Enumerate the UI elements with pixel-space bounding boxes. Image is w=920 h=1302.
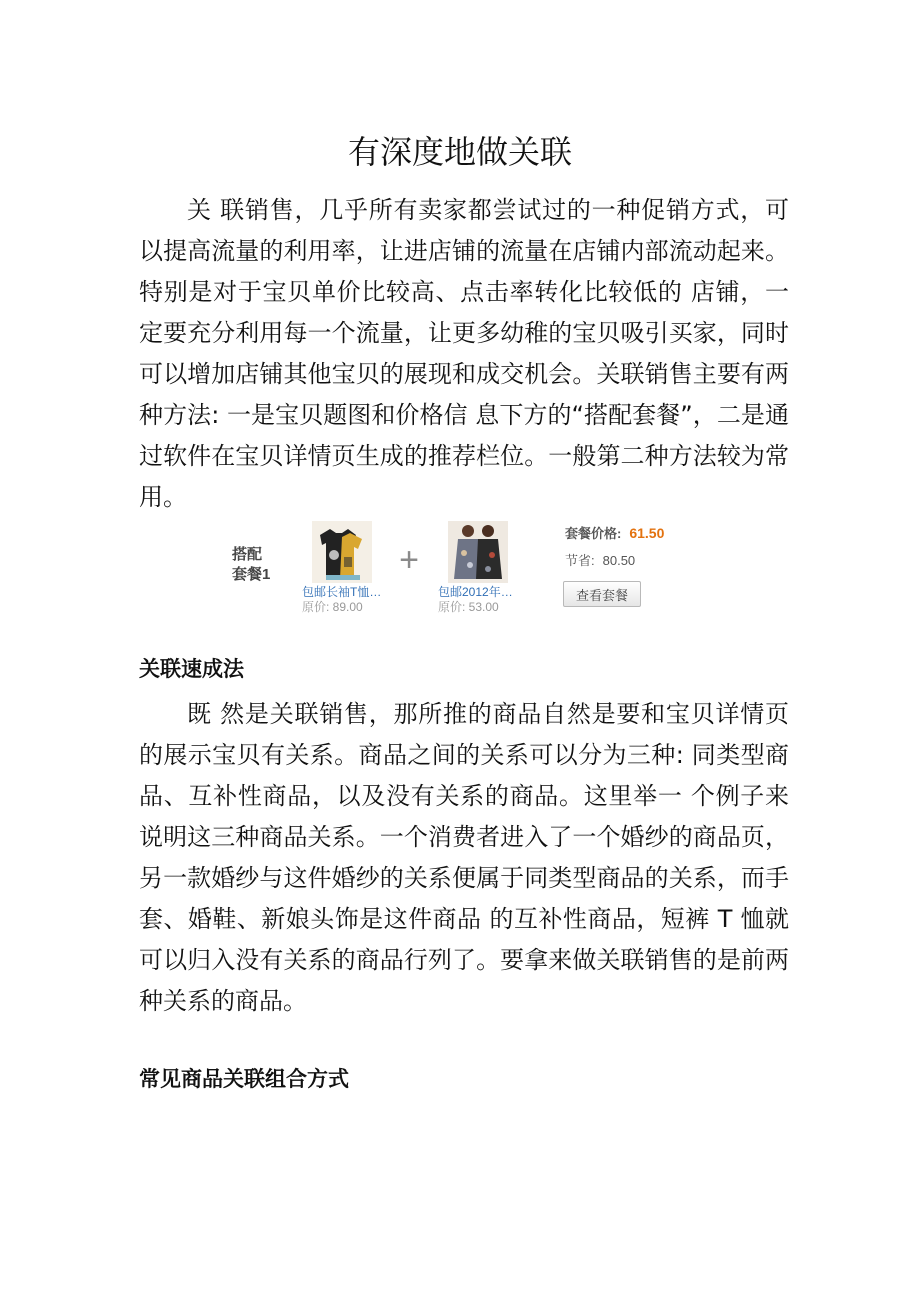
product-1-name-link[interactable]: 包邮长袖T恤…: [302, 585, 382, 599]
product-2-name-link[interactable]: 包邮2012年…: [438, 585, 513, 599]
section-heading-quick-method: 关联速成法: [139, 657, 244, 681]
combo-package-widget: [218, 515, 700, 619]
combo-tag: [232, 545, 292, 585]
combo-savings-value: 80.50: [602, 553, 636, 568]
combo-price-row: [565, 525, 664, 542]
plus-icon: +: [399, 541, 419, 579]
dress-photo-icon[interactable]: [448, 521, 508, 583]
view-combo-button[interactable]: 查看套餐: [563, 581, 641, 607]
combo-tag-line-1: 搭配: [232, 546, 263, 563]
page-title: 有深度地做关联: [347, 133, 572, 171]
tshirt-photo-icon[interactable]: [312, 521, 372, 583]
combo-savings-row: [565, 553, 635, 569]
combo-price-value: 61.50: [629, 525, 665, 541]
product-2-original-price: 原价: 53.00: [438, 600, 499, 614]
combo-price-label: 套餐价格:: [565, 526, 622, 541]
relation-types-paragraph: 既 然是关联销售，那所推的商品自然是要和宝贝详情页的展示宝贝有关系。商品之间的关系可以分为三种: 同类型商品、互补性商品，以及没有关系的商品。这里举一 个例子来说明这三种商品关系。一个消费者进入了一个婚纱的商品页，另一款婚纱与这件婚纱的关系便属于同类型商品的关系，而手套、婚鞋、新娘头饰是这件商品 的互补性商品，短裤 T 恤就可以归入没有关系的商品行列了。要拿来做关联销售的是前两种关系的商品。: [139, 700, 789, 1015]
intro-paragraph: 关 联销售，几乎所有卖家都尝试过的一种促销方式，可以提高流量的利用率，让进店铺的流量在店铺内部流动起来。特别是对于宝贝单价比较高、点击率转化比较低的 店铺，一定要充分利用每一个流量，让更多幼稚的宝贝吸引买家，同时可以增加店铺其他宝贝的展现和成交机会。关联销售主要有两种方法: 一是宝贝题图和价格信 息下方的“搭配套餐”，二是通过软件在宝贝详情页生成的推荐栏位。一般第二种方法较为常用。: [139, 196, 789, 511]
combo-product-2[interactable]: [438, 521, 548, 619]
section-heading-combo-methods: 常见商品关联组合方式: [139, 1067, 349, 1091]
combo-savings-label: 节省:: [565, 553, 595, 568]
product-1-original-price: 原价: 89.00: [302, 600, 363, 614]
combo-tag-line-2: 套餐1: [232, 566, 271, 583]
